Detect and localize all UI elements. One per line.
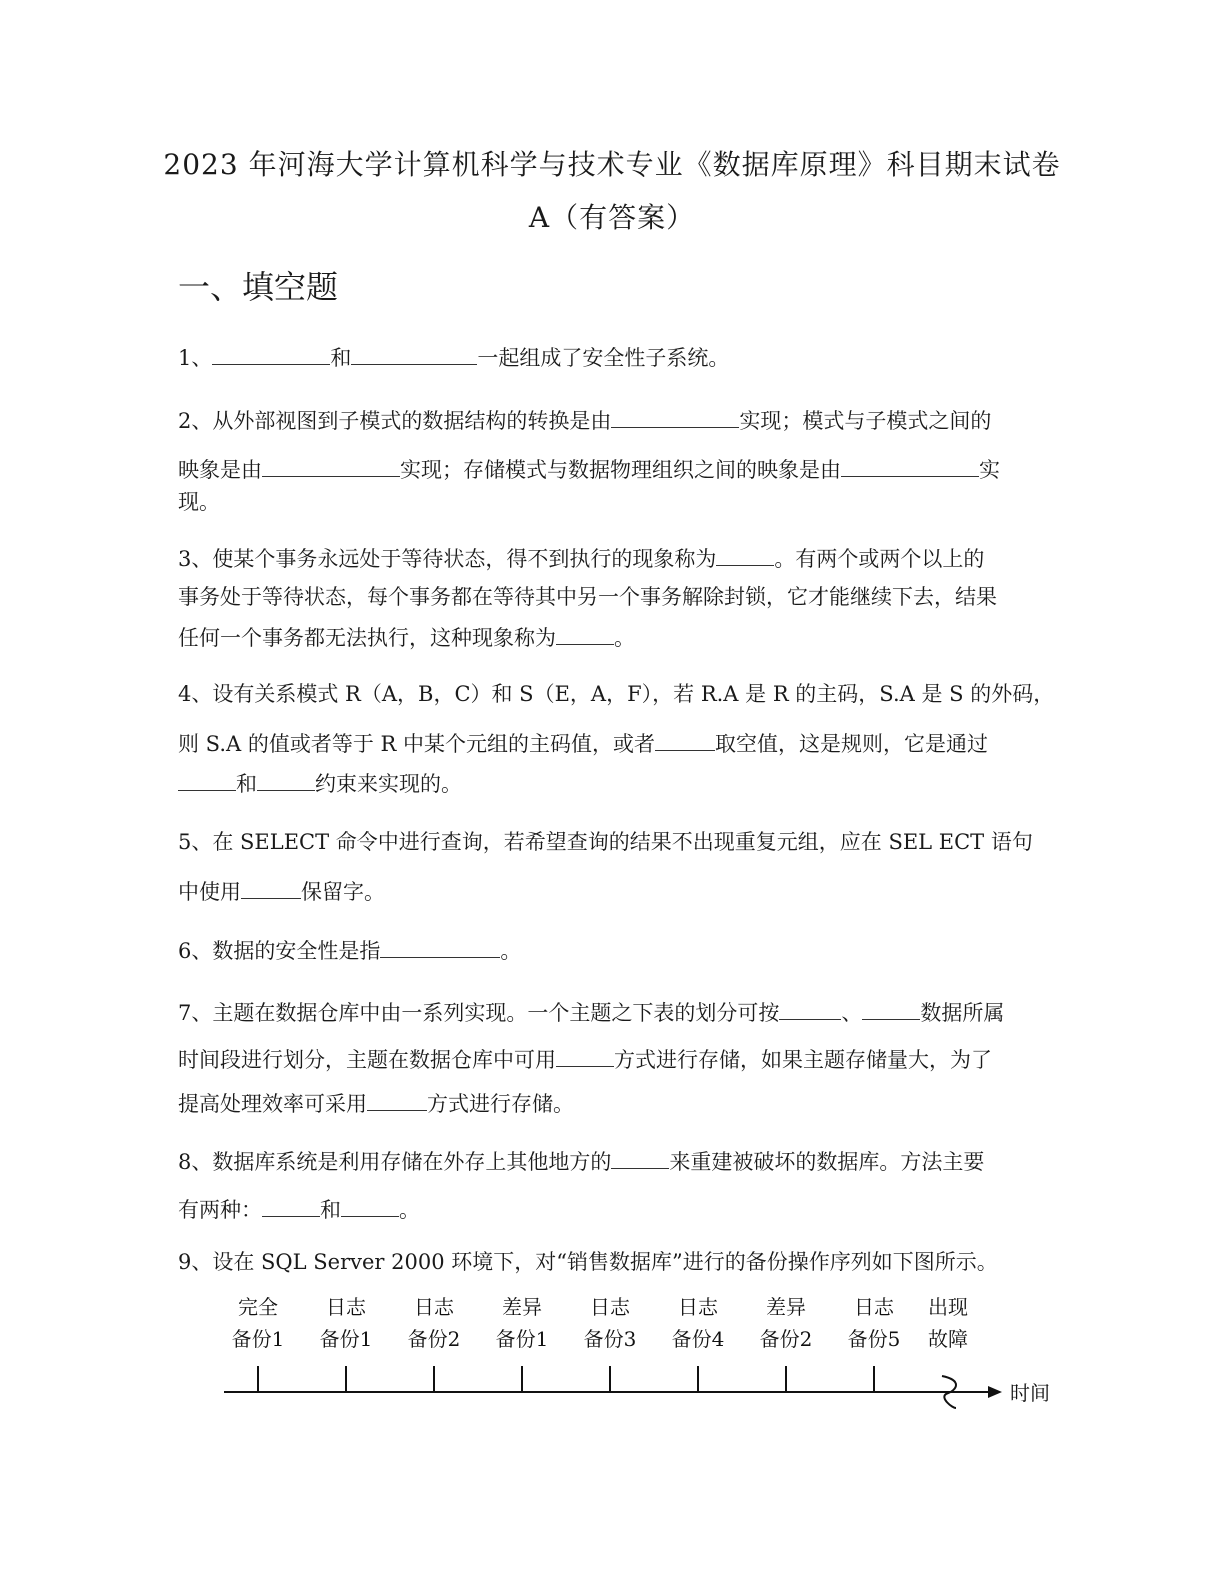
q8-tail: 。 [399, 1198, 420, 1222]
question-7-line3 [178, 1090, 574, 1115]
answer-blank [341, 1196, 399, 1217]
question-8-line1 [178, 1148, 984, 1173]
question-7-line2 [178, 1046, 992, 1071]
backup-timeline-svg [218, 1290, 1068, 1420]
q2-mid: 实现；存储模式与数据物理组织之间的映象是由 [400, 458, 841, 482]
question-3-line3 [178, 624, 635, 649]
q6-text: 6、数据的安全性是指 [178, 939, 381, 963]
question-4-line1 [178, 684, 1054, 705]
question-3-line2 [178, 587, 997, 608]
q5-tail: 保留字。 [301, 880, 385, 904]
document-title-line2: A（有答案） [528, 201, 696, 234]
q7-tail: 方式进行存储。 [427, 1092, 574, 1116]
q7-mid: 、 [841, 1001, 863, 1025]
answer-blank [556, 1046, 614, 1067]
timeline-event-label-top: 日志 [326, 1295, 366, 1319]
answer-blank [841, 456, 979, 477]
q7-text: 时间段进行划分，主题在数据仓库中可用 [178, 1048, 556, 1072]
timeline-event-label-top: 出现 [928, 1295, 968, 1319]
q4-mid: 和 [236, 772, 257, 796]
timeline-event-label-bottom: 备份1 [231, 1327, 285, 1351]
q7-text: 提高处理效率可采用 [178, 1092, 367, 1116]
q3-text: 事务处于等待状态，每个事务都在等待其中另一个事务解除封锁，它才能继续下去，结果 [178, 585, 997, 609]
question-4-line2 [178, 730, 988, 755]
section-title: 一、填空题 [178, 268, 339, 306]
timeline-event-label-top: 日志 [678, 1295, 718, 1319]
q3-text: 任何一个事务都无法执行，这种现象称为 [178, 626, 556, 650]
timeline-event-label-top: 差异 [502, 1295, 542, 1319]
timeline-event-label-top: 日志 [854, 1295, 894, 1319]
answer-blank [178, 770, 236, 791]
answer-blank [367, 1090, 427, 1111]
timeline-event-label-bottom: 备份2 [759, 1327, 813, 1351]
q6-tail: 。 [500, 939, 522, 963]
q1-tail: 一起组成了安全性子系统。 [477, 346, 730, 370]
q7-tail: 数据所属 [920, 1001, 1005, 1025]
q2-text: 2、从外部视图到子模式的数据结构的转换是由 [178, 409, 612, 433]
question-8-line2 [178, 1196, 420, 1221]
answer-blank [262, 1196, 320, 1217]
q4-text: 则 S.A 的值或者等于 R 中某个元组的主码值，或者 [178, 732, 655, 756]
timeline-event-label-top: 日志 [414, 1295, 454, 1319]
question-2-line1 [178, 407, 991, 432]
q1-number: 1、 [178, 346, 213, 370]
answer-blank [655, 730, 715, 751]
answer-blank [611, 1148, 669, 1169]
q4-tail: 约束来实现的。 [315, 772, 462, 796]
q7-tail: 方式进行存储，如果主题存储量大，为了 [614, 1048, 992, 1072]
question-2-line3 [178, 492, 220, 513]
q3-tail: 。有两个或两个以上的 [774, 547, 985, 571]
question-2-line2 [178, 456, 1000, 481]
answer-blank [241, 878, 301, 899]
q2-tail: 实 [979, 458, 1000, 482]
q7-text: 7、主题在数据仓库中由一系列实现。一个主题之下表的划分可按 [178, 1001, 780, 1025]
q8-tail: 来重建被破坏的数据库。方法主要 [669, 1150, 985, 1174]
timeline-event-label-bottom: 备份4 [671, 1327, 725, 1351]
answer-blank [351, 344, 477, 365]
q8-mid: 和 [320, 1198, 341, 1222]
backup-timeline-figure [218, 1290, 1068, 1420]
q9-text: 9、设在 SQL Server 2000 环境下，对“销售数据库”进行的备份操作序列如下图所示。 [178, 1250, 998, 1274]
question-1 [178, 344, 729, 369]
timeline-event-label-top: 完全 [238, 1295, 278, 1319]
question-7-line1 [178, 999, 1004, 1024]
timeline-event-label-bottom: 备份3 [583, 1327, 637, 1351]
q8-text: 有两种： [178, 1198, 262, 1222]
question-5-line1 [178, 832, 1033, 853]
answer-blank [611, 407, 739, 428]
question-5-line2 [178, 878, 385, 903]
q2-text: 现。 [178, 490, 220, 514]
document-title-line1: 2023 年河海大学计算机科学与技术专业《数据库原理》科目期末试卷 [163, 148, 1061, 181]
timeline-event-label-top: 日志 [590, 1295, 630, 1319]
timeline-axis-label: 时间 [1010, 1381, 1050, 1405]
answer-blank [257, 770, 315, 791]
timeline-event-label-bottom: 备份2 [407, 1327, 461, 1351]
answer-blank [779, 999, 841, 1020]
q2-tail: 实现；模式与子模式之间的 [739, 409, 992, 433]
q2-text: 映象是由 [178, 458, 262, 482]
timeline-event-label-bottom: 备份1 [495, 1327, 549, 1351]
question-4-line3 [178, 770, 462, 795]
q8-text: 8、数据库系统是利用存储在外存上其他地方的 [178, 1150, 612, 1174]
q1-mid: 和 [330, 346, 352, 370]
q5-text: 5、在 SELECT 命令中进行查询，若希望查询的结果不出现重复元组，应在 SEL ECT 语句 [178, 830, 1033, 854]
q4-tail: 取空值，这是规则，它是通过 [715, 732, 988, 756]
answer-blank [212, 344, 330, 365]
question-9 [178, 1252, 998, 1273]
q3-tail: 。 [614, 626, 635, 650]
timeline-event-label-top: 差异 [766, 1295, 806, 1319]
timeline-event-label-bottom: 备份5 [847, 1327, 901, 1351]
question-3-line1 [178, 545, 984, 570]
q4-text: 4、设有关系模式 R（A，B，C）和 S（E，A，F），若 R.A 是 R 的主码，S.A 是 S 的外码， [178, 682, 1055, 706]
answer-blank [716, 545, 774, 566]
answer-blank [862, 999, 920, 1020]
timeline-event-label-bottom: 备份1 [319, 1327, 373, 1351]
q5-text: 中使用 [178, 880, 241, 904]
answer-blank [262, 456, 400, 477]
answer-blank [556, 624, 614, 645]
q3-text: 3、使某个事务永远处于等待状态，得不到执行的现象称为 [178, 547, 717, 571]
answer-blank [380, 937, 500, 958]
question-6 [178, 937, 521, 962]
timeline-arrow-icon [988, 1386, 1002, 1398]
timeline-event-label-bottom: 故障 [928, 1327, 968, 1351]
